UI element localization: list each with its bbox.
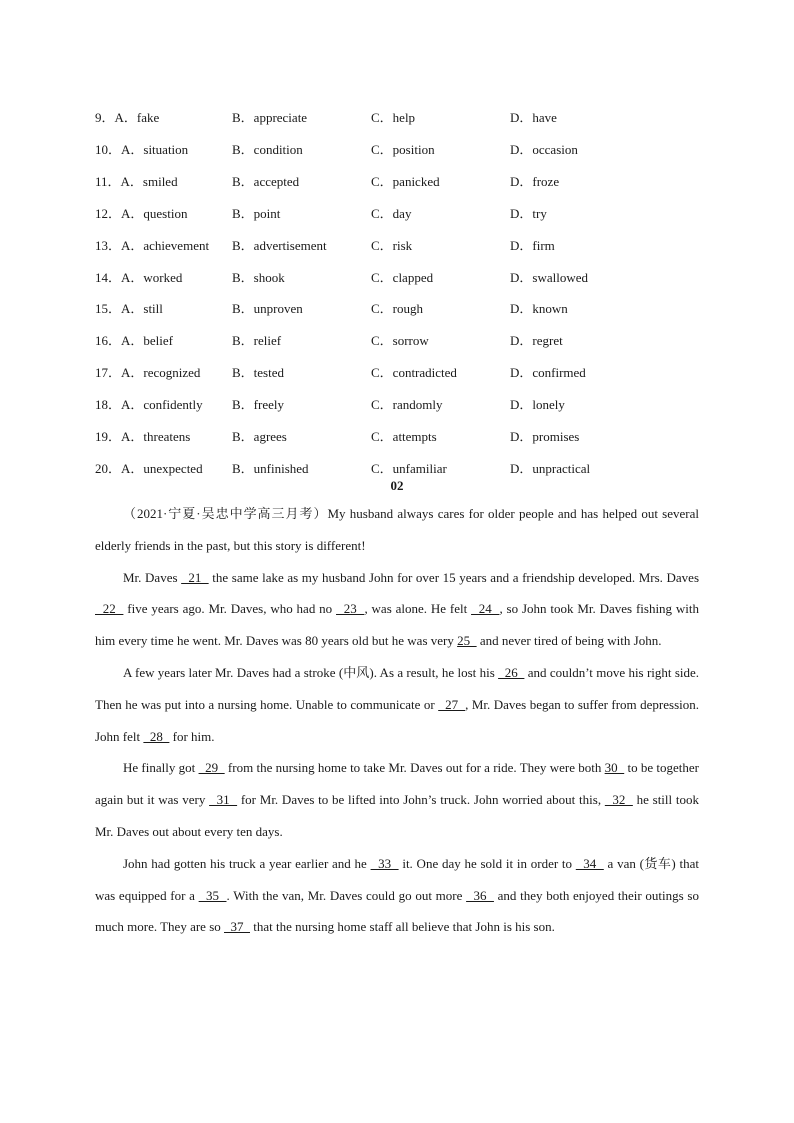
paragraph-3 — [95, 752, 699, 847]
option-row-17 — [95, 356, 705, 388]
blank-22: 22 — [95, 601, 124, 617]
text-run: to be together again but it was very — [95, 760, 700, 808]
option-a: 14．A．worked — [95, 269, 183, 285]
blank-37: 37 — [224, 919, 250, 935]
option-c: C．clapped — [371, 269, 434, 285]
text-run: , so John took Mr. Daves fishing with him every time he went. Mr. Daves was 80 years old but he was very — [95, 601, 700, 649]
option-d: D．promises — [510, 428, 580, 444]
paragraph-1 — [95, 562, 699, 657]
option-d: D．try — [510, 205, 547, 221]
option-b: B．accepted — [232, 174, 300, 190]
option-c: C．help — [371, 110, 416, 126]
text-run: for him. — [169, 728, 215, 744]
text-run: , was alone. He felt — [364, 601, 472, 617]
option-b: B．relief — [232, 333, 282, 349]
blank-31: 31 — [209, 792, 238, 808]
option-d: D．known — [510, 301, 568, 317]
option-a: 18．A．confidently — [95, 397, 203, 413]
option-c: C．unfamiliar — [371, 460, 447, 476]
section-number: 02 — [390, 478, 404, 493]
text-run: that the nursing home staff all believe that John is his son. — [250, 919, 555, 935]
option-c: C．randomly — [371, 397, 443, 413]
option-row-9 — [95, 101, 705, 133]
option-b: B．tested — [232, 365, 284, 381]
option-b: B．point — [232, 205, 281, 221]
option-a: 20．A．unexpected — [95, 460, 203, 476]
option-d: D．regret — [510, 333, 563, 349]
blank-33: 33 — [370, 855, 399, 871]
blank-24: 24 — [471, 601, 500, 617]
text-run: for Mr. Daves to be lifted into John’s truck. John worried about this, — [237, 792, 605, 808]
blank-21: 21 — [181, 569, 209, 585]
blank-23: 23 — [336, 601, 365, 617]
text-run: John had gotten his truck a year earlier and he — [123, 855, 371, 871]
option-a: 9．A．fake — [95, 110, 160, 126]
option-c: C．sorrow — [371, 333, 429, 349]
option-row-15 — [95, 292, 705, 324]
cloze-passage — [95, 498, 699, 943]
blank-25: 25 — [457, 633, 477, 649]
option-row-11 — [95, 165, 705, 197]
paragraph-intro — [95, 498, 699, 562]
text-run: , Mr. Daves began to suffer from depression. John felt — [95, 696, 699, 744]
option-row-19 — [95, 419, 705, 451]
blank-35: 35 — [198, 887, 227, 903]
option-b: B．condition — [232, 142, 303, 158]
blank-29: 29 — [198, 760, 225, 776]
text-run: and couldn’t move his right side. Then he was put into a nursing home. Unable to communicate or — [95, 664, 700, 712]
option-c: C．contradicted — [371, 365, 457, 381]
text-run: A few years later Mr. Daves had a stroke (中风). As a result, he lost his — [123, 664, 499, 680]
text-run: five years ago. Mr. Daves, who had no — [123, 601, 337, 617]
option-row-14 — [95, 260, 705, 292]
text-run: from the nursing home to take Mr. Daves out for a ride. They were both — [224, 760, 605, 776]
option-c: C．day — [371, 205, 412, 221]
text-run: He finally got — [123, 760, 199, 776]
option-row-18 — [95, 388, 705, 420]
option-a: 13．A．achievement — [95, 237, 210, 253]
option-b: B．advertisement — [232, 237, 327, 253]
blank-32: 32 — [604, 792, 633, 808]
answer-options-table — [95, 101, 705, 483]
option-c: C．rough — [371, 301, 424, 317]
option-a: 19．A．threatens — [95, 428, 191, 444]
option-row-13 — [95, 228, 705, 260]
option-d: D．occasion — [510, 142, 578, 158]
option-c: C．panicked — [371, 174, 440, 190]
blank-27: 27 — [438, 696, 466, 712]
text-run: he still took Mr. Daves out about every ten days. — [95, 792, 700, 839]
text-run: a van (货车) that was equipped for a — [95, 855, 699, 903]
option-row-10 — [95, 133, 705, 165]
option-d: D．have — [510, 110, 557, 126]
option-a: 10．A．situation — [95, 142, 189, 158]
text-run: . With the van, Mr. Daves could go out more — [226, 887, 467, 903]
option-c: C．attempts — [371, 428, 437, 444]
option-b: B．appreciate — [232, 110, 308, 126]
option-b: B．shook — [232, 269, 285, 285]
text-run: Mr. Daves — [123, 569, 182, 585]
blank-26: 26 — [498, 664, 525, 680]
text-run: （2021·宁夏·吴忠中学高三月考）My husband always cares for older people and has helped out several elderly friends in the past, but this story is different! — [95, 506, 699, 553]
option-b: B．unfinished — [232, 460, 309, 476]
option-c: C．risk — [371, 237, 413, 253]
paragraph-4 — [95, 848, 699, 943]
text-run: it. One day he sold it in order to — [398, 855, 576, 871]
option-a: 17．A．recognized — [95, 365, 201, 381]
blank-34: 34 — [575, 855, 604, 871]
option-c: C．position — [371, 142, 435, 158]
option-d: D．unpractical — [510, 460, 591, 476]
blank-28: 28 — [143, 728, 170, 744]
option-d: D．swallowed — [510, 269, 588, 285]
text-run: and never tired of being with John. — [476, 633, 662, 649]
option-a: 15．A．still — [95, 301, 163, 317]
text-run: the same lake as my husband John for over 15 years and a friendship developed. Mrs. Daves — [208, 569, 700, 585]
text-run: and they both enjoyed their outings so much more. They are so — [95, 887, 699, 935]
paragraph-2 — [95, 657, 699, 752]
blank-30: 30 — [604, 760, 625, 776]
option-row-16 — [95, 324, 705, 356]
option-d: D．froze — [510, 174, 560, 190]
option-a: 12．A．question — [95, 205, 188, 221]
option-row-12 — [95, 197, 705, 229]
option-d: D．lonely — [510, 397, 565, 413]
option-b: B．unproven — [232, 301, 303, 317]
option-b: B．freely — [232, 397, 284, 413]
blank-36: 36 — [466, 887, 494, 903]
option-d: D．confirmed — [510, 365, 586, 381]
option-d: D．firm — [510, 237, 555, 253]
option-a: 11．A．smiled — [95, 174, 178, 190]
option-a: 16．A．belief — [95, 333, 173, 349]
option-b: B．agrees — [232, 428, 287, 444]
